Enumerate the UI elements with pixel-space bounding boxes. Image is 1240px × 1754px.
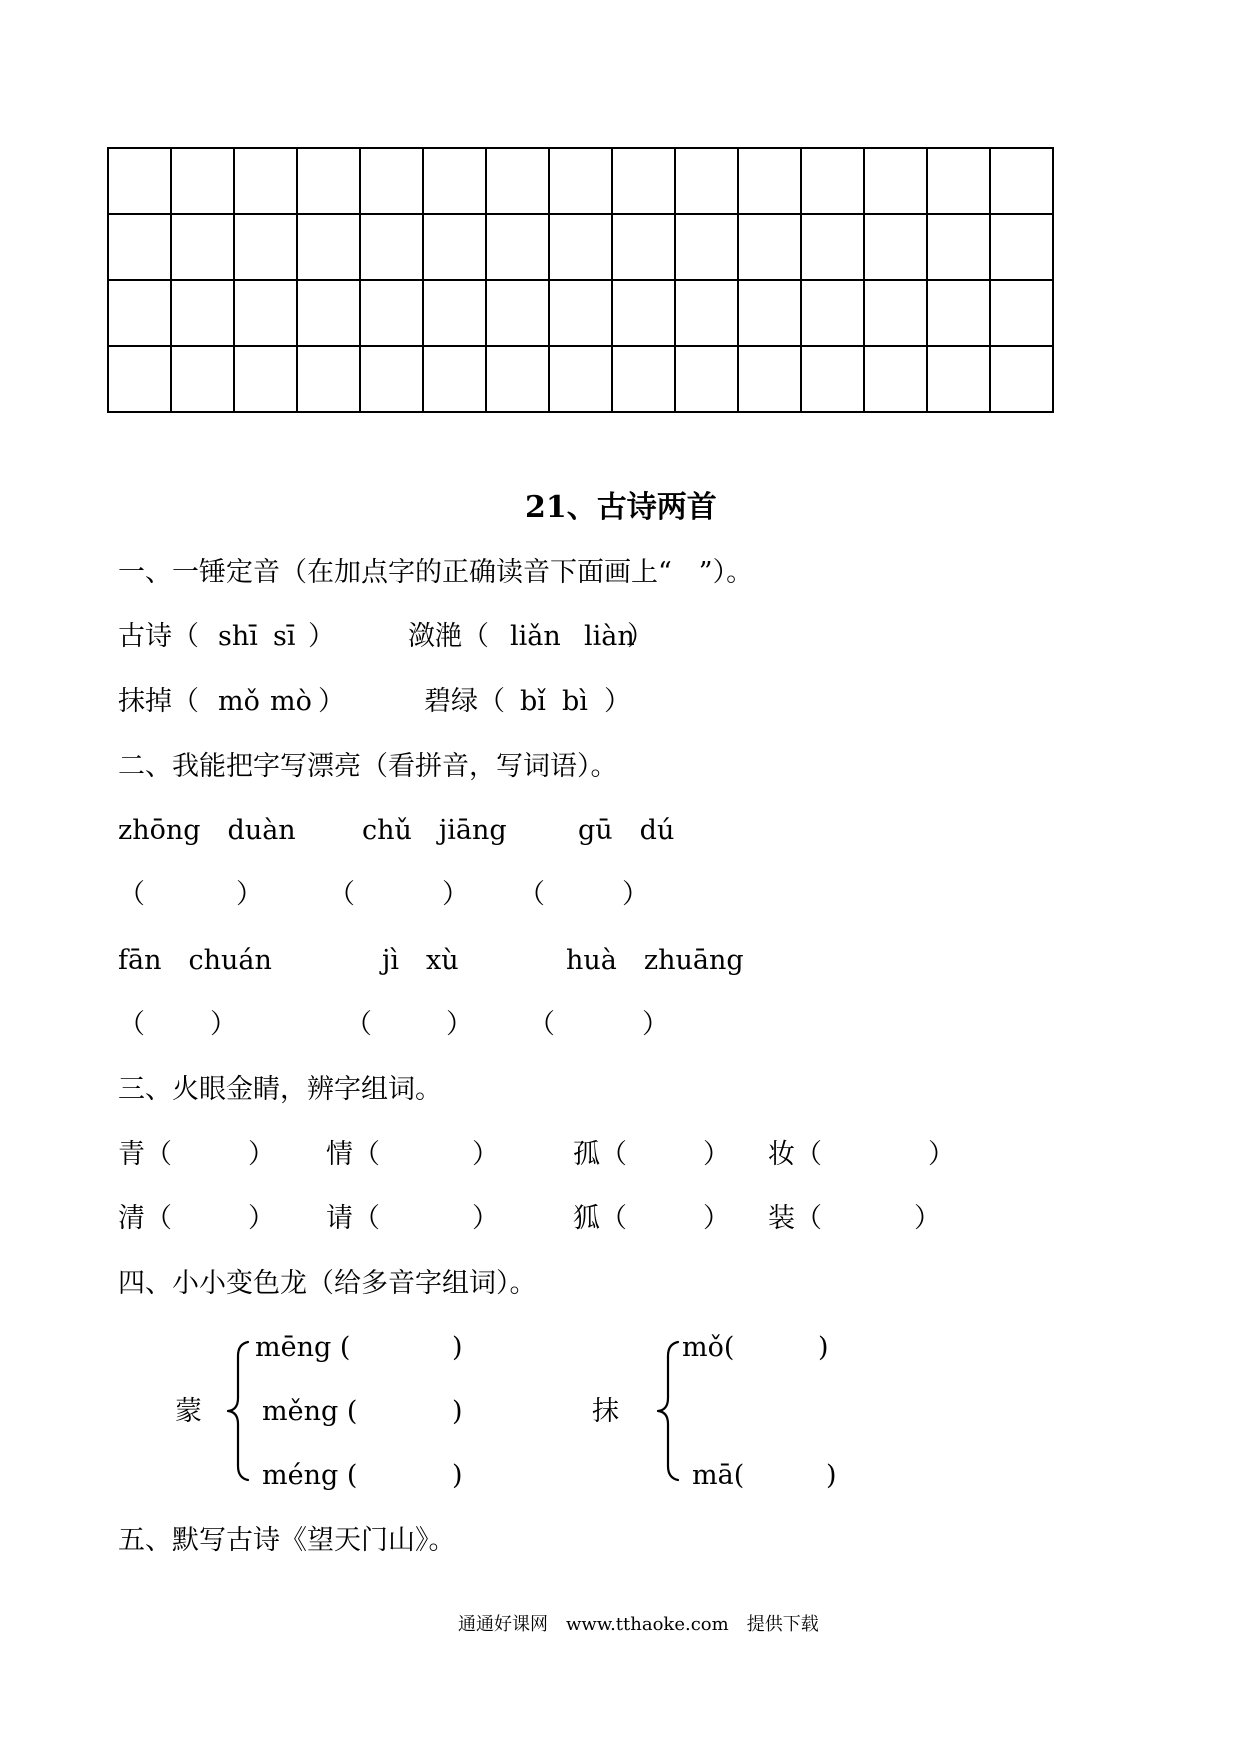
s3-close-1: ） [248,1139,275,1170]
s1-item-2-word: 潋滟（ [408,621,489,652]
s2-answer-3-open: （ [518,879,545,910]
grid-cell[interactable] [927,148,990,214]
grid-cell[interactable] [801,346,864,412]
s2-answer-5-close: ） [446,1009,473,1040]
grid-cell[interactable] [864,280,927,346]
grid-cell[interactable] [234,148,297,214]
grid-cell[interactable] [675,346,738,412]
grid-cell[interactable] [738,346,801,412]
s1-item-3-option-b[interactable]: mò [270,686,312,717]
s2-answer-2-close: ） [442,879,469,910]
s4-close-3: ) [452,1460,463,1491]
s2-answer-1-close: ） [236,879,263,910]
page-title: 21、古诗两首 [525,490,717,525]
grid-cell[interactable] [171,148,234,214]
s3-char-4: 妆（ [768,1139,822,1170]
grid-cell[interactable] [549,346,612,412]
grid-cell[interactable] [108,148,171,214]
grid-cell[interactable] [990,346,1053,412]
s4-close-2: ) [452,1396,463,1427]
grid-cell[interactable] [675,214,738,280]
grid-row [108,148,1053,214]
s3-char-7: 狐（ [573,1203,627,1234]
grid-cell[interactable] [549,214,612,280]
s3-char-8: 装（ [768,1203,822,1234]
s3-close-3: ） [703,1139,730,1170]
s1-item-4-close: ） [604,686,631,717]
grid-cell[interactable] [549,148,612,214]
grid-cell[interactable] [864,346,927,412]
grid-cell[interactable] [801,214,864,280]
s3-char-2: 情（ [326,1139,380,1170]
s4-char-1: 蒙 [175,1396,202,1427]
grid-cell[interactable] [549,280,612,346]
s3-char-3: 孤（ [573,1139,627,1170]
grid-cell[interactable] [738,280,801,346]
s4-reading-2: měng ( [262,1396,358,1427]
s2-answer-5-open: （ [345,1009,372,1040]
section-1-heading: 一、一锤定音（在加点字的正确读音下面画上“ ”）。 [118,557,754,588]
grid-cell[interactable] [486,346,549,412]
s2-answer-2-open: （ [328,879,355,910]
s2-pinyin-4: fān chuán [118,945,272,976]
grid-cell[interactable] [423,280,486,346]
s4-close-1: ) [452,1332,463,1363]
grid-cell[interactable] [990,148,1053,214]
s1-item-1-close: ） [308,621,335,652]
section-2-heading: 二、我能把字写漂亮（看拼音，写词语）。 [118,751,618,782]
grid-cell[interactable] [486,214,549,280]
s1-item-1-option-b[interactable]: sī [273,621,296,652]
s1-item-4-option-a[interactable]: bǐ [520,686,546,717]
s3-close-7: ） [703,1203,730,1234]
s1-item-1-word: 古诗（ [118,621,199,652]
s2-pinyin-3: gū dú [578,815,675,846]
grid-cell[interactable] [423,148,486,214]
grid-cell[interactable] [927,280,990,346]
s3-char-5: 清（ [118,1203,172,1234]
s4-close-5: ) [826,1460,837,1491]
grid-cell[interactable] [234,280,297,346]
grid-cell[interactable] [297,280,360,346]
section-4-heading: 四、小小变色龙（给多音字组词）。 [118,1268,537,1299]
s2-answer-1-open: （ [118,879,145,910]
grid-cell[interactable] [360,214,423,280]
grid-cell[interactable] [612,346,675,412]
footer-credit: 通通好课网 www.tthaoke.com 提供下载 [458,1614,819,1635]
grid-cell[interactable] [927,346,990,412]
grid-cell[interactable] [738,214,801,280]
s3-close-4: ） [928,1139,955,1170]
s2-answer-4-open: （ [118,1009,145,1040]
s1-item-2-close: ） [627,621,654,652]
s4-char-2: 抹 [592,1396,619,1427]
grid-row [108,346,1053,412]
grid-cell[interactable] [612,148,675,214]
s4-reading-5: mā( [692,1460,745,1491]
grid-row [108,280,1053,346]
s3-close-6: ） [472,1203,499,1234]
grid-cell[interactable] [801,280,864,346]
grid-cell[interactable] [675,148,738,214]
brace-1 [222,1340,252,1482]
s1-item-4-option-b[interactable]: bì [562,686,588,717]
s1-item-3-option-a[interactable]: mǒ [218,686,260,717]
grid-cell[interactable] [360,280,423,346]
grid-row [108,214,1053,280]
s3-close-8: ） [914,1203,941,1234]
s1-item-2-option-a[interactable]: liǎn [510,621,561,652]
grid-cell[interactable] [864,148,927,214]
s1-item-3-close: ） [318,686,345,717]
grid-cell[interactable] [360,148,423,214]
s2-pinyin-5: jì xù [382,945,459,976]
grid-cell[interactable] [423,214,486,280]
section-5-heading: 五、默写古诗《望天门山》。 [118,1525,456,1556]
grid-cell[interactable] [801,148,864,214]
s4-reading-3: méng ( [262,1460,358,1491]
grid-cell[interactable] [864,214,927,280]
s1-item-2-option-b[interactable]: liàn [584,621,635,652]
s2-pinyin-1: zhōng duàn [118,815,296,846]
grid-cell[interactable] [360,346,423,412]
brace-2 [652,1340,682,1482]
s2-answer-3-close: ） [622,879,649,910]
s2-pinyin-2: chǔ jiāng [362,815,507,846]
s3-char-6: 请（ [326,1203,380,1234]
s1-item-3-word: 抹掉（ [118,686,199,717]
grid-cell[interactable] [234,346,297,412]
grid-cell[interactable] [171,214,234,280]
grid-cell[interactable] [108,214,171,280]
s4-reading-1: mēng ( [255,1332,351,1363]
grid-cell[interactable] [675,280,738,346]
s2-answer-6-close: ） [642,1009,669,1040]
grid-cell[interactable] [990,214,1053,280]
grid-cell[interactable] [171,280,234,346]
s3-close-5: ） [248,1203,275,1234]
grid-cell[interactable] [738,148,801,214]
grid-cell[interactable] [108,346,171,412]
grid-cell[interactable] [297,148,360,214]
s3-close-2: ） [472,1139,499,1170]
s3-char-1: 青（ [118,1139,172,1170]
writing-grid [107,147,1054,413]
grid-cell[interactable] [612,214,675,280]
grid-cell[interactable] [486,280,549,346]
s1-item-4-word: 碧绿（ [424,686,505,717]
s1-item-1-option-a[interactable]: shī [218,621,258,652]
section-3-heading: 三、火眼金睛，辨字组词。 [118,1074,442,1105]
grid-cell[interactable] [108,280,171,346]
grid-cell[interactable] [612,280,675,346]
grid-cell[interactable] [234,214,297,280]
grid-cell[interactable] [486,148,549,214]
s4-close-4: ) [818,1332,829,1363]
grid-cell[interactable] [990,280,1053,346]
grid-cell[interactable] [927,214,990,280]
grid-cell[interactable] [297,346,360,412]
grid-cell[interactable] [171,346,234,412]
grid-cell[interactable] [423,346,486,412]
s2-answer-6-open: （ [528,1009,555,1040]
s4-reading-4: mǒ( [682,1332,735,1363]
grid-cell[interactable] [297,214,360,280]
s2-answer-4-close: ） [210,1009,237,1040]
s2-pinyin-6: huà zhuāng [566,945,744,976]
